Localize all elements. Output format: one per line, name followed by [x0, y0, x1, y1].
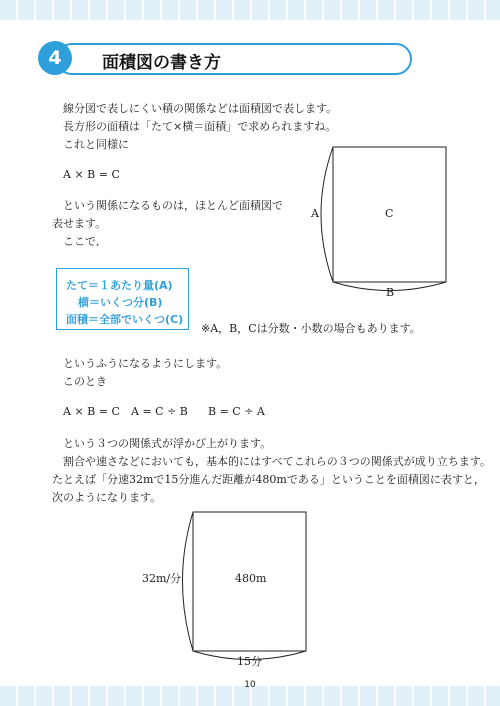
paragraph-line: たとえば「分速32mで15分進んだ距離が480mである」ということを面積図に表すと，	[52, 473, 485, 486]
equation: A × B = C	[63, 405, 120, 418]
paragraph-line: という関係になるものは，ほとんど面積図で	[63, 199, 283, 212]
definition-line-c: 面積＝全部でいくつ(C)	[66, 313, 184, 326]
side-label: A	[311, 207, 319, 220]
side-label: 32m/分	[142, 572, 182, 585]
paragraph-line: 長方形の面積は「たて×横＝面積」で求められますね。	[63, 120, 337, 133]
note: ※A，B，Cは分数・小数の場合もあります。	[201, 322, 421, 335]
top-decorative-stripe	[0, 0, 500, 20]
equation: A × B = C	[63, 168, 120, 181]
height-brace	[183, 512, 194, 651]
section-number-badge: 4	[38, 41, 72, 75]
paragraph-line: 割合や速さなどにおいても，基本的にはすべてこれらの３つの関係式が成り立ちます。	[63, 455, 491, 468]
bottom-label: B	[386, 286, 395, 299]
paragraph-line: 線分図で表しにくい積の関係などは面積図で表します。	[63, 102, 338, 115]
paragraph-line: というふうになるようにします。	[63, 357, 228, 370]
paragraph-line: 表せます。	[52, 217, 107, 230]
section-header	[38, 41, 412, 75]
area-diagram-speed	[140, 508, 320, 678]
bottom-label: 15分	[237, 655, 262, 668]
definition-box	[56, 268, 189, 330]
equation: B = C ÷ A	[208, 405, 265, 418]
paragraph-line: 次のようになります。	[52, 491, 162, 504]
definition-line-a: たて＝１あたり量(A)	[66, 279, 173, 292]
definition-line-b: 横＝いくつ分(B)	[78, 296, 163, 309]
area-label: C	[385, 207, 394, 220]
section-title: 面積図の書き方	[102, 53, 221, 73]
area-diagram-abc	[300, 140, 460, 300]
paragraph-line: という３つの関係式が浮かび上がります。	[63, 437, 272, 450]
equation: A = C ÷ B	[131, 405, 188, 418]
area-label: 480m	[235, 572, 267, 585]
paragraph-line: このとき	[63, 375, 107, 388]
paragraph-line: ここで,	[63, 235, 100, 248]
paragraph-line: これと同様に	[63, 138, 129, 151]
height-brace	[321, 147, 333, 282]
page-number: 10	[244, 680, 256, 690]
